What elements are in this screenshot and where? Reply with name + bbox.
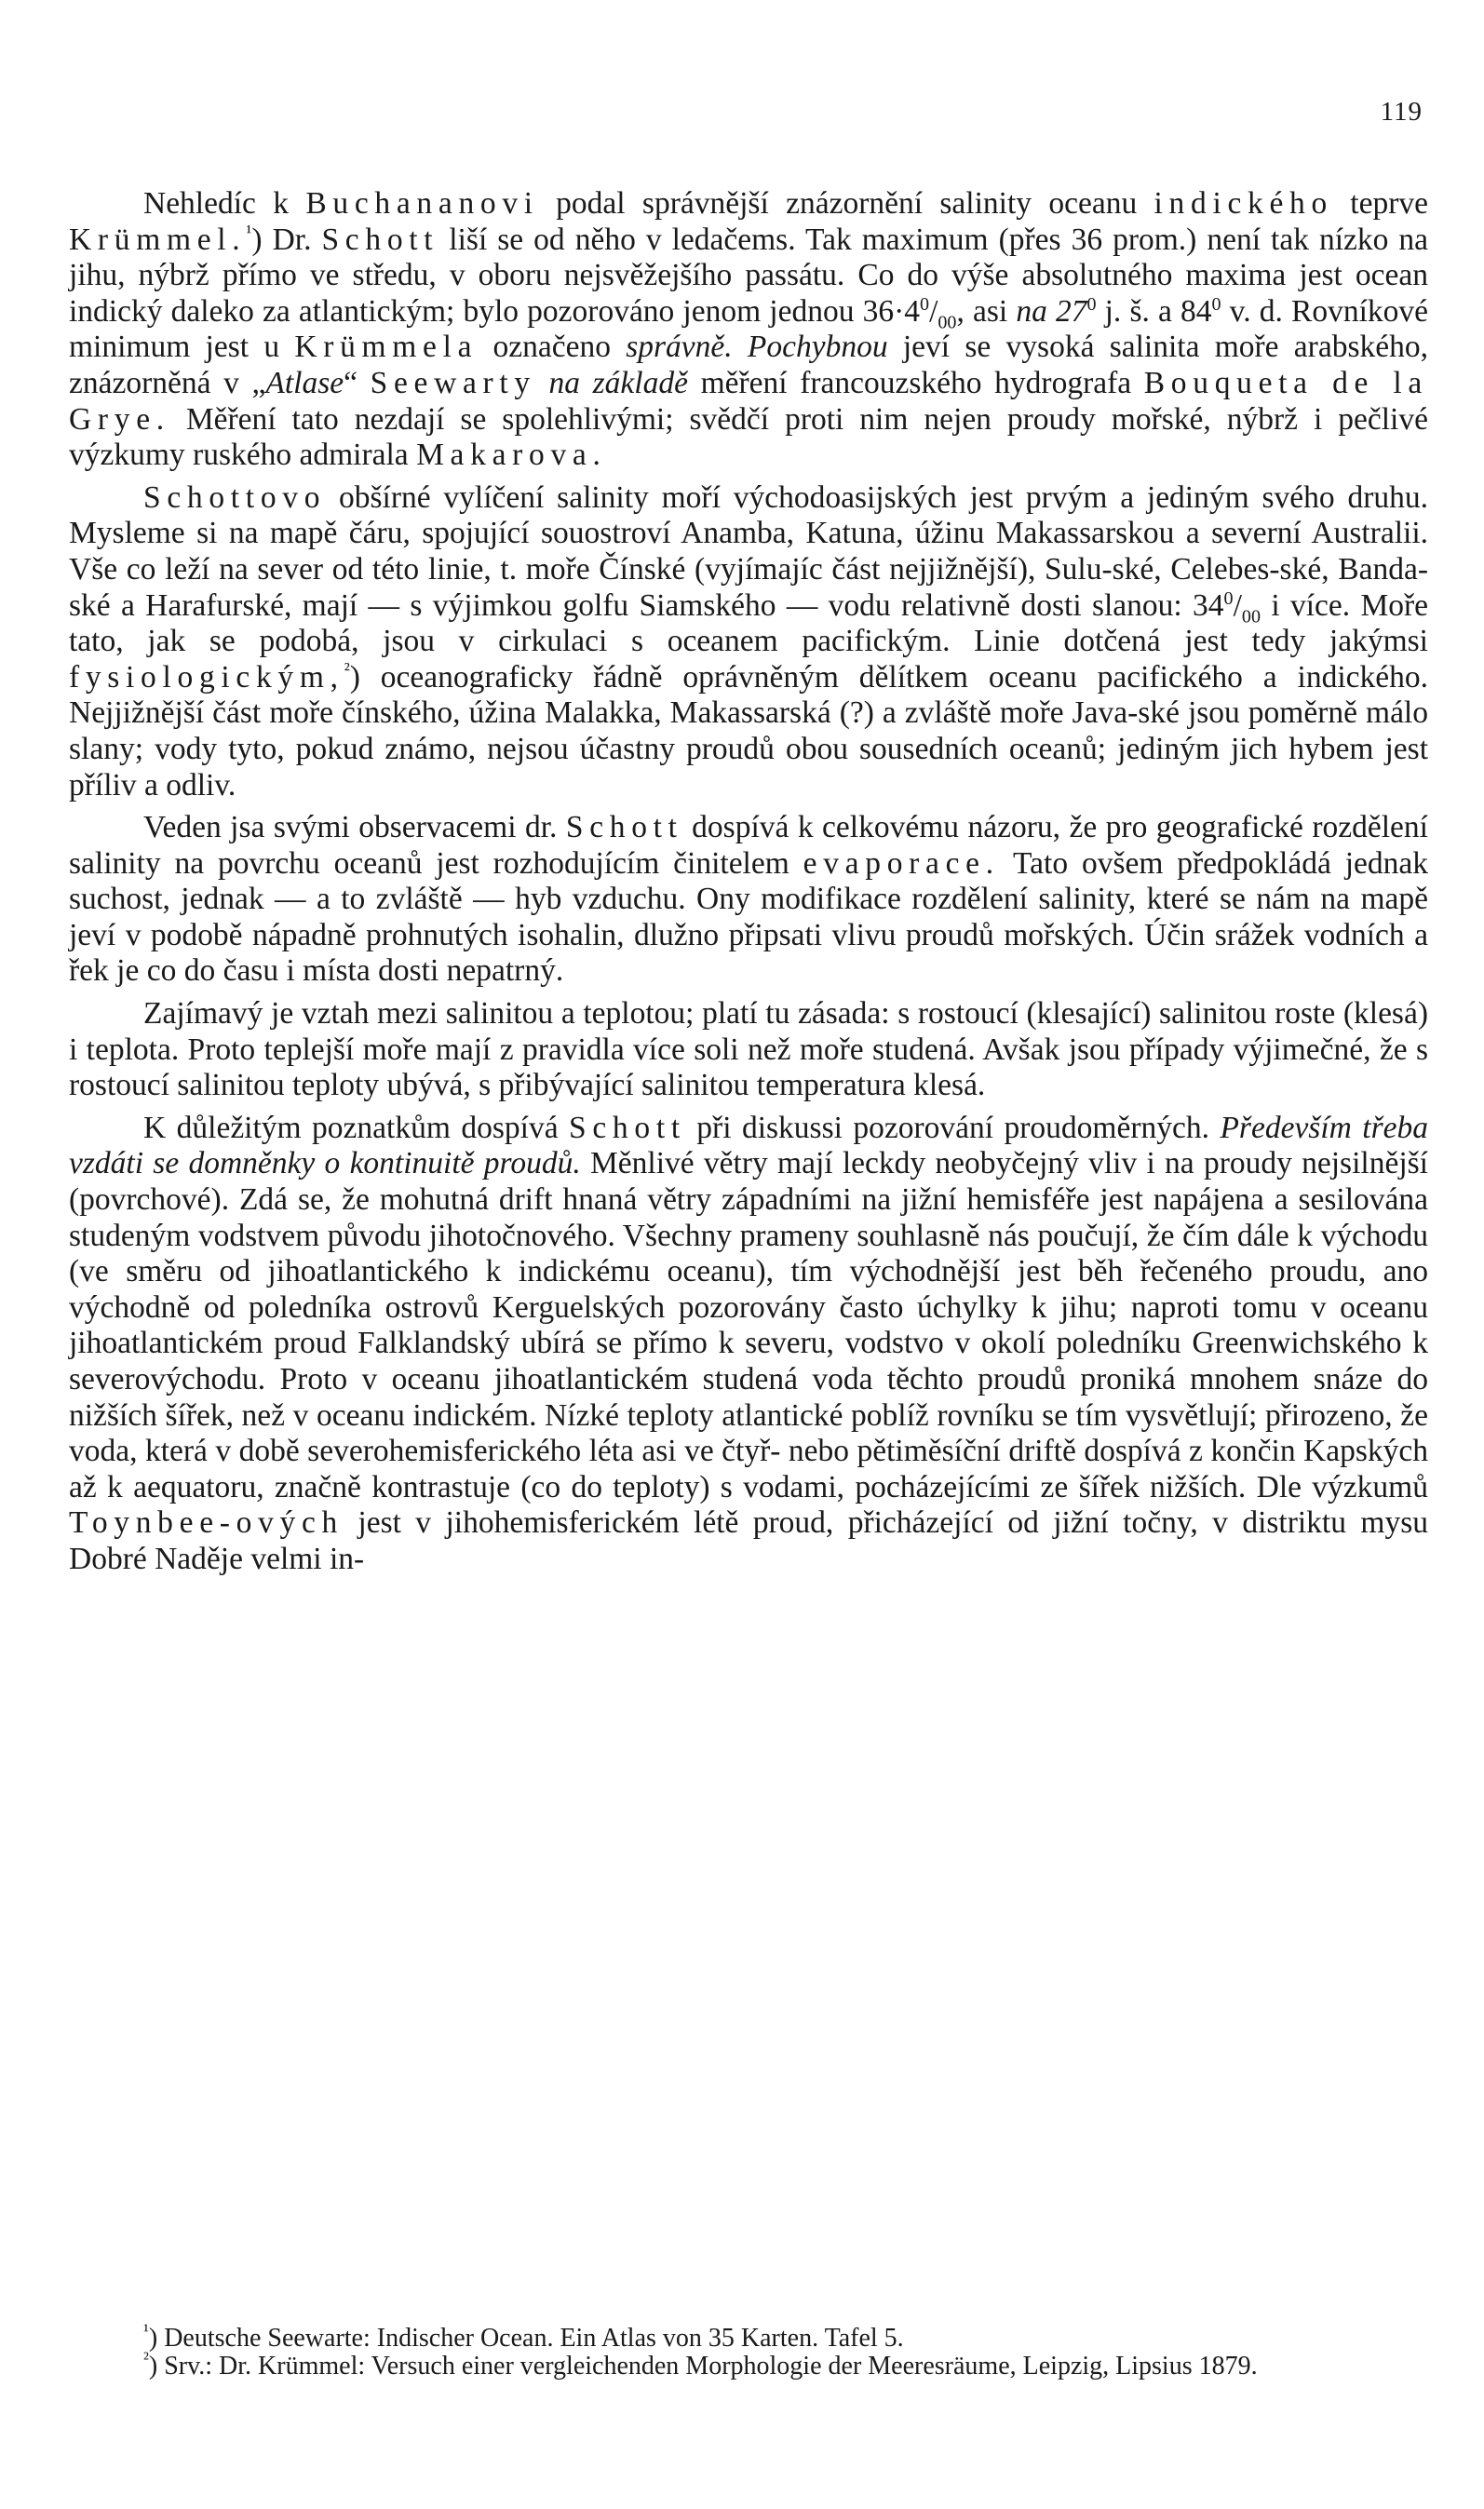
text-run: / (1233, 587, 1242, 623)
text-run: dospívá k celkovému názoru, že pro geografické rozdělení salinity na povrchu oceanů jest rozhodujícím činitelem (69, 810, 1428, 881)
text-run: správně. Pochybnou (626, 330, 888, 365)
text-run: 0 (1086, 293, 1097, 315)
text-run: evaporace. (803, 845, 1000, 881)
text-run: j. š. a 84 (1096, 293, 1212, 329)
text-run: Bouqueta de la Grye. (69, 365, 1428, 437)
paragraph (69, 1111, 1428, 1578)
text-run: Toynbee-ových (69, 1505, 344, 1541)
text-run: Měnlivé větry mají leckdy neobyčejný vliv i na proudy nejsilnější (povrchové). Zdá se, že mohutná drift hnaná větry západními na jižní hemisféře jest napájena a sesilována studeným vodstvem původu jihotočnového. Všechny prameny souhlasně nás poučují, že čím dále k východu (ve směru od jihoatlantického k indickému oceanu), tím východnější jest běh řečeného proudu, ano východně od poledníka ostrovů Kerguelských pozorovány často úchylky k jihu; naproti tomu v oceanu jihoatlantickém proud Falklandský ubírá se přímo k severu, vodstvo v okolí poledníku Greenwichského k severovýchodu. Proto v oceanu jihoatlantickém studená voda těchto proudů proniká mnohem snáze do nižších šířek, než v oceanu indickém. Nízké teploty atlantické poblíž rovníku se tím vysvětlují; přirozeno, že voda, která v době severohemisferického léta asi ve čtyř- nebo pětiměsíční driftě dospívá z končin Kapských až k aequatoru, značně kontrastuje (co do teploty) s vodami, pocházejícími ze šířek nižších. Dle výzkumů (69, 1146, 1428, 1504)
text-run: indického (1153, 186, 1333, 221)
text-run: Měření tato nezdají se spolehlivými; svědčí proti nim nejen proudy mořské, nýbrž i pečlivé výzkumy ruského admirala (69, 401, 1428, 473)
text-run: 0 (920, 293, 930, 315)
text-run: Především třeba vzdáti se domněnky o kontinuitě proudů. (69, 1110, 1429, 1181)
text-run: 00 (938, 312, 957, 333)
text-run: i více. Moře tato, jak se podobá, jsou v cirkulaci s oceanem pacifickým. Linie dotčená jest tedy jakýmsi (69, 587, 1429, 659)
text-run: 0 (1223, 587, 1234, 609)
page-number: 119 (1380, 97, 1423, 127)
text-run: teprve (1332, 186, 1428, 221)
text-run: jest v jihohemisferickém létě proud, přicházející od jižní točny, v distriktu mysu Dobré Naděje velmi in- (69, 1505, 1428, 1576)
text-run: při diskussi pozorování proudoměrných. (685, 1110, 1221, 1145)
text-run: na 27 (1016, 293, 1087, 329)
footnote-text: ) Srv.: Dr. Krümmel: Versuch einer vergleichenden Morphologie der Meeresräume, Leipzig, Lipsius 1879. (148, 2352, 1258, 2381)
text-run: ¹ (246, 222, 252, 243)
paragraph (69, 810, 1428, 990)
text-run: podal správnější znázornění salinity oceanu (538, 186, 1154, 221)
text-run: Seewarty (370, 365, 536, 400)
body-text (69, 186, 1428, 1585)
text-run: Schott (321, 222, 439, 257)
footnote (69, 2321, 1428, 2353)
footnote-mark: ¹ (143, 2321, 149, 2341)
text-run: Schott (569, 1110, 686, 1145)
text-run: K důležitým poznatkům dospívá (143, 1110, 570, 1145)
text-run: “ (344, 365, 371, 400)
text-run: ) Dr. (251, 222, 322, 257)
footnote-text: ) Deutsche Seewarte: Indischer Ocean. Ein Atlas von 35 Karten. Tafel 5. (148, 2324, 904, 2353)
text-run: , asi (956, 293, 1017, 329)
text-run: Atlase (265, 365, 344, 400)
footnote (69, 2349, 1428, 2381)
text-run: Makarova. (416, 438, 607, 473)
text-run: 0 (1211, 293, 1221, 315)
text-run: obšírné vylíčení salinity moří východoasijských jest prvým a jediným svého druhu. Mysleme si na mapě čáru, spojující souostroví Anamba, Katuna, úžinu Makassarskou a severní Australii. Vše co leží na sever od této linie, t. moře Čínské (vyjímajíc část nejjižnější), Sulu-ské, Celebes-ské, Banda-ské a Harafurské, mají — s výjimkou golfu Siamského — vodu relativně dosti slanou: 34 (69, 479, 1428, 623)
text-run: ² (344, 659, 350, 681)
text-run: ) oceanograficky řádně oprávněným dělítkem oceanu pacifického a indického. Nejjižnější část moře čínského, úžina Malakka, Makassarská (?) a zvláště moře Java-ské jsou poměrně málo slany; vody tyto, pokud známo, nejsou účastny proudů obou sousedních oceanů; jediným jich hybem jest příliv a odliv. (69, 659, 1428, 803)
text-run: v. d. Rovníkové minimum jest u (69, 293, 1429, 365)
text-run (536, 366, 549, 400)
text-run: Buchananovi (305, 186, 539, 221)
text-run: Schott (565, 810, 683, 845)
text-run: Schottovo (143, 479, 327, 515)
footnotes (69, 2321, 1428, 2381)
text-run: 00 (1241, 606, 1261, 627)
paragraph (69, 996, 1428, 1104)
paragraph (69, 480, 1428, 803)
text-run: Nehledíc k (143, 186, 306, 221)
text-run: Tato ovšem předpokládá jednak suchost, jednak — a to zvláště — hyb vzduchu. Ony modifikace rozdělení salinity, které se nám na mapě jeví v podobě nápadně prohnutých isohalin, dlužno připsati vlivu proudů mořských. Účin srážek vodních a řek je co do času i místa dosti nepatrný. (69, 845, 1428, 989)
text-run: Veden jsa svými observacemi dr. (143, 810, 566, 845)
text-run: Zajímavý je vztah mezi salinitou a teplotou; platí tu zásada: s rostoucí (klesající) salinitou roste (klesá) i teplota. Proto teplejší moře mají z pravidla více soli než moře studená. Avšak jsou případy výjimečné, že s rostoucí salinitou teploty ubývá, s přibývající salinitou temperatura klesá. (69, 996, 1428, 1103)
text-run: Krümmel. (69, 222, 247, 257)
text-run: jeví se vysoká salinita moře arabského, znázorněná v „ (69, 330, 1428, 400)
footnote-mark: ² (143, 2349, 149, 2369)
text-run: Krümmela (294, 330, 479, 365)
text-run: měření francouzského hydrografa (687, 365, 1144, 400)
text-run: liší se od něho v ledačems. Tak maximum (přes 36 prom.) není tak nízko na jihu, nýbrž přímo ve středu, v oboru nejsvěžejšího passátu. Co do výše absolutného maxima jest ocean indický daleko za atlantickým; bylo pozorováno jenom jednou 36·4 (69, 222, 1429, 329)
text-run: označeno (478, 330, 627, 365)
text-run: na základě (548, 365, 688, 400)
text-run: fysiologickým, (69, 659, 344, 695)
text-run: / (929, 293, 938, 329)
paragraph (69, 186, 1428, 474)
